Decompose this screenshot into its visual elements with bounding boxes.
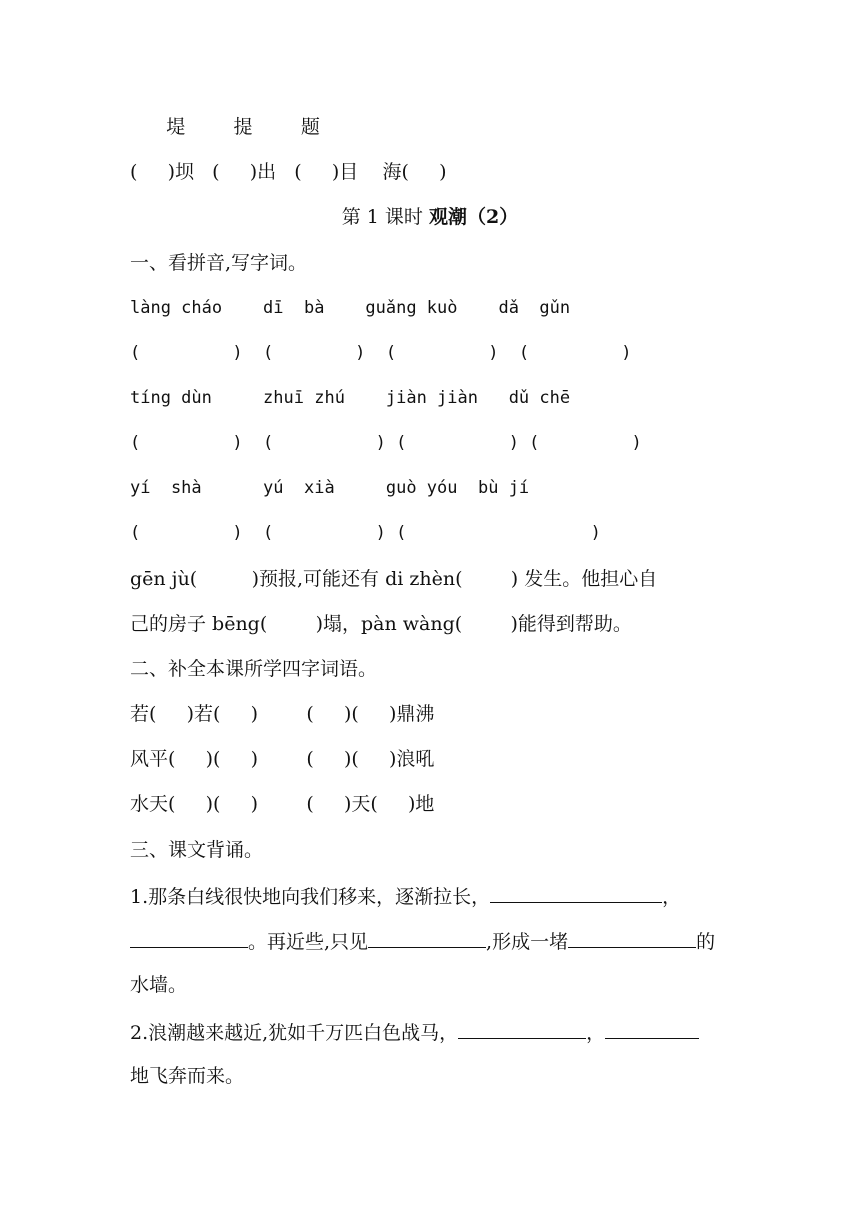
section3-heading: 三、课文背诵。 bbox=[130, 839, 264, 861]
pinyin-sentence-2: 己的房子 bēng( )塌，pàn wàng( )能得到帮助。 bbox=[130, 613, 632, 635]
fill-blank[interactable] bbox=[130, 927, 248, 948]
fill-blank[interactable] bbox=[490, 882, 662, 903]
pinyin-row: tíng dùn zhuī zhú jiàn jiàn dǔ chē bbox=[130, 388, 571, 408]
recite-q1-line2 bbox=[130, 927, 715, 953]
pinyin-row: yí shà yú xià guò yóu bù jí bbox=[130, 478, 530, 498]
recite-q2-line2: 地飞奔而来。 bbox=[130, 1065, 245, 1087]
section1-heading: 一、看拼音,写字词。 bbox=[130, 252, 308, 274]
recite-text: ,形成一堵 bbox=[486, 931, 569, 953]
recite-text: ， bbox=[586, 1022, 606, 1044]
recite-q2-line1 bbox=[130, 1018, 699, 1044]
idiom-row: 水天( )( ) ( )天( )地 bbox=[130, 793, 435, 815]
fill-blank[interactable] bbox=[368, 927, 486, 948]
lesson-title-name: 观潮（2） bbox=[428, 206, 519, 228]
pinyin-row: làng cháo dī bà guǎng kuò dǎ gǔn bbox=[130, 298, 571, 318]
lesson-title bbox=[0, 204, 860, 230]
fill-blank[interactable] bbox=[568, 927, 696, 948]
lesson-title-prefix: 第 1 课时 bbox=[341, 206, 429, 228]
recite-text: 的 bbox=[696, 931, 716, 953]
recite-q1-line3: 水墙。 bbox=[130, 974, 188, 996]
recite-q1-line1 bbox=[130, 882, 681, 908]
fill-blank[interactable] bbox=[605, 1018, 699, 1039]
fill-blank[interactable] bbox=[458, 1018, 586, 1039]
idiom-row: 若( )若( ) ( )( )鼎沸 bbox=[130, 703, 435, 725]
idiom-row: 风平( )( ) ( )( )浪吼 bbox=[130, 748, 435, 770]
blank-row: ( ) ( ) ( ) ( ) bbox=[130, 343, 632, 363]
recite-text: 。再近些,只见 bbox=[248, 931, 369, 953]
recite-text: 2.浪潮越来越近,犹如千万匹白色战马， bbox=[130, 1022, 459, 1044]
pinyin-sentence-1: gēn jù( )预报,可能还有 di zhèn( ) 发生。他担心自 bbox=[130, 568, 658, 590]
recite-text: ， bbox=[662, 886, 682, 908]
characters-blanks-line: ( )坝 ( )出 ( )目 海( ) bbox=[130, 161, 447, 183]
characters-line: 堤 提 题 bbox=[130, 116, 320, 138]
recite-text: 1.那条白线很快地向我们移来，逐渐拉长， bbox=[130, 886, 491, 908]
blank-row: ( ) ( ) ( ) ( ) bbox=[130, 433, 642, 453]
blank-row: ( ) ( ) ( ) bbox=[130, 523, 601, 543]
section2-heading: 二、补全本课所学四字词语。 bbox=[130, 658, 378, 680]
